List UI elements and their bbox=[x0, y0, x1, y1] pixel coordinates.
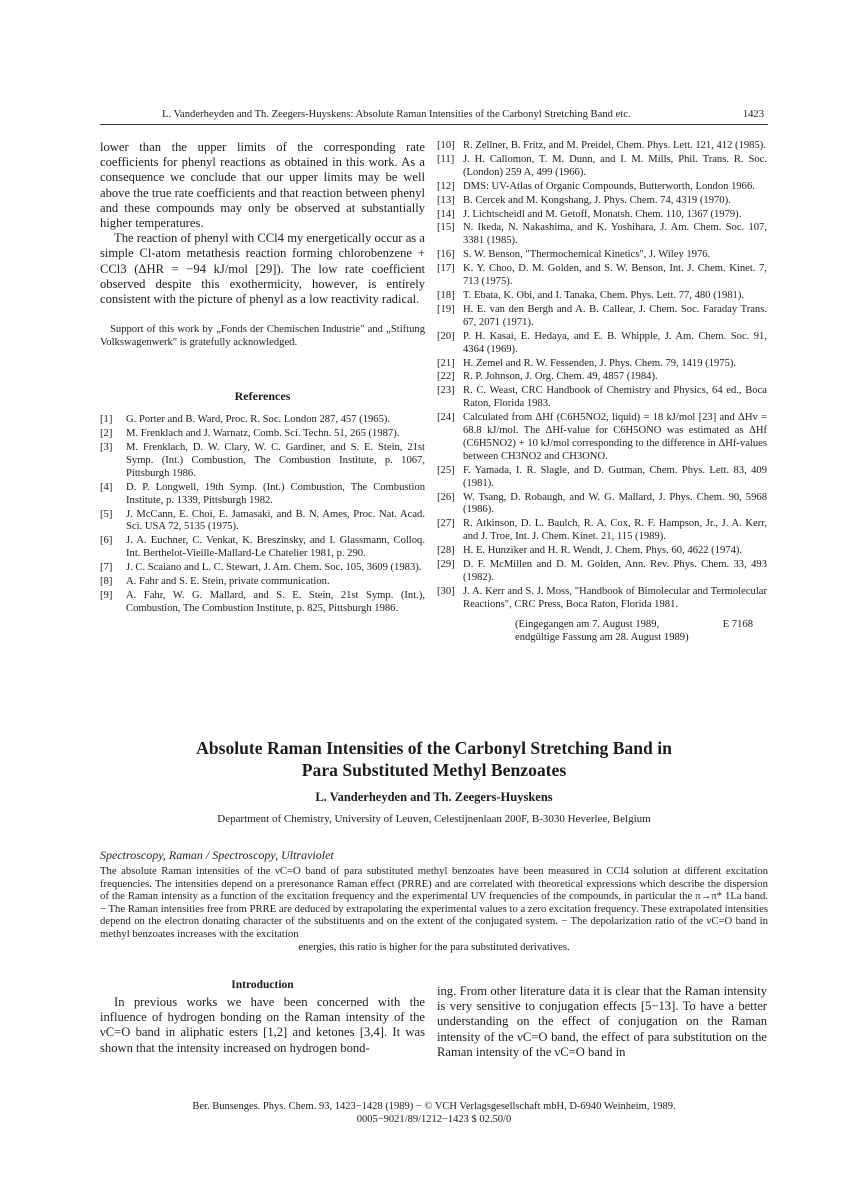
abstract bbox=[100, 865, 768, 953]
reference-item bbox=[437, 371, 767, 384]
reference-number: [15] bbox=[437, 222, 455, 234]
reference-item bbox=[437, 331, 767, 357]
reference-text: J. McCann, E. Choi, E. Jamasaki, and B. N. Ames, Proc. Nat. Acad. Sci. USA 72, 5135 (1975). bbox=[126, 508, 425, 533]
reference-number: [10] bbox=[437, 140, 455, 151]
footer-citation: Ber. Bunsenges. Phys. Chem. 93, 1423−1428 (1989) − © VCH Verlagsgesellschaft mbH, D-6940 Weinheim, 1989. bbox=[192, 1101, 676, 1112]
reference-text: M. Frenklach, D. W. Clary, W. C. Gardiner, and S. E. Stein, 21st Symp. (Int.) Combustion, The Combustion Institute, p. 1067, Pittsburgh 1986. bbox=[126, 442, 425, 479]
reference-item bbox=[437, 412, 767, 464]
reference-number: [6] bbox=[100, 535, 113, 547]
reference-text: S. W. Benson, "Thermochemical Kinetics", J. Wiley 1976. bbox=[463, 249, 711, 261]
reference-item bbox=[437, 465, 767, 491]
reference-item bbox=[437, 222, 767, 248]
reference-text: J. C. Scaiano and L. C. Stewart, J. Am. Chem. Soc. 105, 3609 (1983). bbox=[126, 562, 422, 574]
reference-text: F. Yamada, I. R. Slagle, and D. Gutman, Chem. Phys. Lett. 83, 409 (1981). bbox=[463, 464, 767, 489]
references-heading: References bbox=[234, 389, 291, 404]
reference-item bbox=[100, 576, 425, 589]
reference-item bbox=[100, 442, 425, 481]
reference-text: R. Atkinson, D. L. Baulch, R. A. Cox, R. F. Hampson, Jr., J. A. Kerr, and J. Troe, Int. J. Chem. Kinet. 21, 115 (1989). bbox=[463, 518, 767, 543]
reference-item bbox=[100, 482, 425, 508]
reference-text: T. Ebata, K. Obi, and I. Tanaka, Chem. Phys. Lett. 77, 480 (1981). bbox=[463, 289, 745, 301]
reference-item bbox=[100, 590, 425, 616]
footer-code: 0005−9021/89/1212−1423 $ 02.50/0 bbox=[356, 1114, 512, 1125]
reference-item bbox=[100, 562, 425, 575]
reference-number: [17] bbox=[437, 263, 455, 275]
reference-item bbox=[437, 154, 767, 180]
footer bbox=[100, 1100, 768, 1126]
reference-text: B. Cercek and M. Kongshang, J. Phys. Chem. 74, 4319 (1970). bbox=[463, 194, 731, 206]
reference-number: [27] bbox=[437, 518, 455, 530]
reference-number: [26] bbox=[437, 491, 455, 503]
reference-item bbox=[437, 290, 767, 303]
reference-number: [24] bbox=[437, 412, 455, 424]
reference-item bbox=[437, 586, 767, 612]
reference-number: [29] bbox=[437, 559, 455, 571]
reference-number: [18] bbox=[437, 289, 455, 301]
article-title bbox=[100, 737, 768, 781]
reference-number: [28] bbox=[437, 545, 455, 557]
reference-text: J. A. Kerr and S. J. Moss, "Handbook of Bimolecular and Termolecular Reactions", CRC Press, Boca Raton, Florida 1981. bbox=[463, 585, 767, 610]
abstract-last-line: energies, this ratio is higher for the para substituted derivatives. bbox=[298, 940, 570, 953]
page-number: 1423 bbox=[742, 109, 764, 120]
body-paragraph: The reaction of phenyl with CCl4 my energetically occur as a simple Cl-atom metathesis reaction forming chlorobenzene + CCl3 (ΔHR = −94 kJ/mol [29]). The low rate coefficient observed despite this exothermicity, however, is entirely consistent with the picture of phenyl as a low reactivity radical. bbox=[100, 231, 425, 307]
reference-item bbox=[100, 509, 425, 535]
reference-item bbox=[100, 428, 425, 441]
section-heading: Introduction bbox=[231, 979, 294, 991]
running-head bbox=[100, 109, 768, 125]
reference-item bbox=[437, 263, 767, 289]
body-paragraph: In previous works we have been concerned with the influence of hydrogen bonding on the Raman intensity of the νC=O band in aliphatic esters [1,2] and ketones [3,4]. It was shown that the intensity increased on hydrogen bond- bbox=[100, 995, 425, 1055]
reference-text: J. H. Callomon, T. M. Dunn, and I. M. Mills, Phil. Trans. R. Soc. (London) 259 A, 499 (1966). bbox=[463, 153, 767, 178]
reference-text: D. P. Longwell, 19th Symp. (Int.) Combustion, The Combustion Institute, p. 1339, Pittsburgh 1982. bbox=[126, 481, 425, 506]
reference-item bbox=[437, 195, 767, 208]
reference-number: [5] bbox=[100, 508, 113, 520]
reference-text: M. Frenklach and J. Warnatz, Comb. Sci. Techn. 51, 265 (1987). bbox=[126, 428, 400, 440]
reference-number: [30] bbox=[437, 585, 455, 597]
reference-number: [13] bbox=[437, 194, 455, 206]
affiliation: Department of Chemistry, University of Leuven, Celestijnenlaan 200F, B-3030 Heverlee, Belgium bbox=[217, 813, 651, 825]
reference-item bbox=[100, 535, 425, 561]
running-head-title: L. Vanderheyden and Th. Zeegers-Huyskens: Absolute Raman Intensities of the Carbonyl Stretching Band etc. bbox=[162, 109, 631, 120]
reference-text: H. E. van den Bergh and A. B. Callear, J. Chem. Soc. Faraday Trans. 67, 2071 (1971). bbox=[463, 303, 767, 328]
reference-item bbox=[437, 181, 767, 194]
reference-number: [25] bbox=[437, 464, 455, 476]
reference-item bbox=[437, 209, 767, 222]
reference-text: H. Zemel and R. W. Fessenden, J. Phys. Chem. 79, 1419 (1975). bbox=[463, 357, 737, 369]
reference-list bbox=[100, 414, 425, 616]
reference-number: [1] bbox=[100, 414, 113, 426]
reference-number: [14] bbox=[437, 208, 455, 220]
reference-number: [20] bbox=[437, 330, 455, 342]
reference-number: [11] bbox=[437, 153, 455, 165]
reference-text: Calculated from ΔHf (C6H5NO2, liquid) = 18 kJ/mol [23] and ΔHv = 68.8 kJ/mol. The ΔHf-value for C6H5ONO was estimated as ΔHf (C6H5NO2) + 10 kJ/mol corresponding to the difference in ΔHf-values between CH3NO2 and CH3ONO. bbox=[463, 412, 767, 462]
reference-number: [21] bbox=[437, 357, 455, 369]
received-note bbox=[515, 618, 767, 644]
reference-number: [19] bbox=[437, 303, 455, 315]
reference-list bbox=[437, 140, 767, 612]
reference-text: DMS: UV-Atlas of Organic Compounds, Butterworth, London 1966. bbox=[463, 180, 755, 192]
reference-text: K. Y. Choo, D. M. Golden, and S. W. Benson, Int. J. Chem. Kinet. 7, 713 (1975). bbox=[463, 263, 767, 288]
reference-number: [22] bbox=[437, 371, 455, 383]
reference-text: N. Ikeda, N. Nakashima, and K. Yoshihara, J. Am. Chem. Soc. 107, 3381 (1985). bbox=[463, 222, 767, 247]
reference-number: [2] bbox=[100, 428, 113, 440]
acknowledgment: Support of this work by „Fonds der Chemischen Industrie" and „Stiftung Volkswagenwerk" is gratefully acknowledged. bbox=[100, 324, 425, 349]
reference-number: [12] bbox=[437, 180, 455, 192]
reference-number: [16] bbox=[437, 249, 455, 261]
body-paragraph: lower than the upper limits of the corresponding rate coefficients for phenyl reactions as obtained in this work. As a consequence we conclude that our upper limits may be well above the true rate coefficients and that reaction between phenyl and these compounds may only be observed at substantially higher temperatures. bbox=[100, 140, 425, 231]
reference-number: [9] bbox=[100, 590, 113, 602]
left-column bbox=[100, 140, 425, 617]
reference-text: P. H. Kasai, E. Hedaya, and E. B. Whipple, J. Am. Chem. Soc. 91, 4364 (1969). bbox=[463, 330, 767, 355]
reference-item bbox=[437, 358, 767, 371]
reference-text: A. Fahr and S. E. Stein, private communication. bbox=[126, 576, 330, 588]
received-line: (Eingegangen am 7. August 1989, bbox=[515, 618, 660, 630]
keywords: Spectroscopy, Raman / Spectroscopy, Ultraviolet bbox=[100, 848, 334, 862]
reference-item bbox=[100, 414, 425, 427]
reference-number: [4] bbox=[100, 481, 113, 493]
reference-text: H. E. Hunziker and H. R. Wendt, J. Chem. Phys. 60, 4622 (1974). bbox=[463, 545, 743, 557]
article-title-line: Absolute Raman Intensities of the Carbonyl Stretching Band in bbox=[196, 738, 672, 758]
reference-text: A. Fahr, W. G. Mallard, and S. E. Stein, 21st Symp. (Int.), Combustion, The Combustion Institute, p. 825, Pittsburgh 1986. bbox=[126, 590, 425, 614]
reference-number: [23] bbox=[437, 385, 455, 397]
reference-item bbox=[437, 140, 767, 153]
reference-text: J. Lichtscheidl and M. Getoff, Monatsh. Chem. 110, 1367 (1979). bbox=[463, 208, 742, 220]
reference-number: [8] bbox=[100, 576, 113, 588]
reference-text: G. Porter and B. Ward, Proc. R. Soc. London 287, 457 (1965). bbox=[126, 414, 391, 426]
reference-text: W. Tsang, D. Robaugh, and W. G. Mallard, J. Phys. Chem. 90, 5968 (1986). bbox=[463, 491, 767, 516]
reference-text: J. A. Euchner, C. Venkat, K. Breszinsky, and I. Glassmann, Colloq. Int. Berthelot-Vieille-Mallard-Le Chatelier 1981, p. 290. bbox=[126, 535, 425, 560]
reference-text: R. P. Johnson, J. Org. Chem. 49, 4857 (1984). bbox=[463, 371, 658, 383]
reference-item bbox=[437, 249, 767, 262]
reference-item bbox=[437, 385, 767, 411]
authors: L. Vanderheyden and Th. Zeegers-Huyskens bbox=[315, 790, 553, 804]
reference-item bbox=[437, 559, 767, 585]
received-line: endgültige Fassung am 28. August 1989) bbox=[515, 631, 689, 643]
body-paragraph: ing. From other literature data it is clear that the Raman intensity is very sensitive to conjugation effects [5−13]. To have a better understanding on the effect of conjugation on the Raman intensity of the νC=O band, the effect of para substitution on the Raman intensity of the νC=O band in bbox=[437, 984, 767, 1059]
reference-text: R. C. Weast, CRC Handbook of Chemistry and Physics, 64 ed., Boca Raton, Florida 1983. bbox=[463, 385, 767, 410]
article-title-line: Para Substituted Methyl Benzoates bbox=[301, 760, 567, 780]
manuscript-code: E 7168 bbox=[722, 618, 753, 630]
reference-item bbox=[437, 492, 767, 518]
intro-left-column bbox=[100, 979, 425, 1056]
reference-item bbox=[437, 304, 767, 330]
reference-number: [3] bbox=[100, 442, 113, 454]
reference-item bbox=[437, 545, 767, 558]
reference-text: D. F. McMillen and D. M. Golden, Ann. Rev. Phys. Chem. 33, 493 (1982). bbox=[463, 559, 767, 583]
reference-number: [7] bbox=[100, 562, 113, 574]
abstract-text: The absolute Raman intensities of the νC=O band of para substituted methyl benzoates have been measured in CCl4 solution at different excitation frequencies. The intensities depend on a preresonance Raman effect (PRRE) and are correlated with theoretical expressions which describe the dispersion of the Raman intensity as a function of the excitation frequency and the experimental UV frequencies of the compounds, in particular the π→π* 1La band. − The Raman intensities free from PRRE are deduced by extrapolating the experimental values to a zero excitation frequency. These extrapolated intensities depend on the electron donating character of the substituents and on the extent of the conjugated system. − The depolarization ratio of the νC=O band in methyl benzoates increases with the excitation bbox=[100, 865, 768, 940]
reference-item bbox=[437, 518, 767, 544]
intro-right-column bbox=[437, 984, 767, 1060]
right-column bbox=[437, 140, 767, 644]
reference-text: R. Zellner, B. Fritz, and M. Preidel, Chem. Phys. Lett. 121, 412 (1985). bbox=[463, 140, 766, 151]
